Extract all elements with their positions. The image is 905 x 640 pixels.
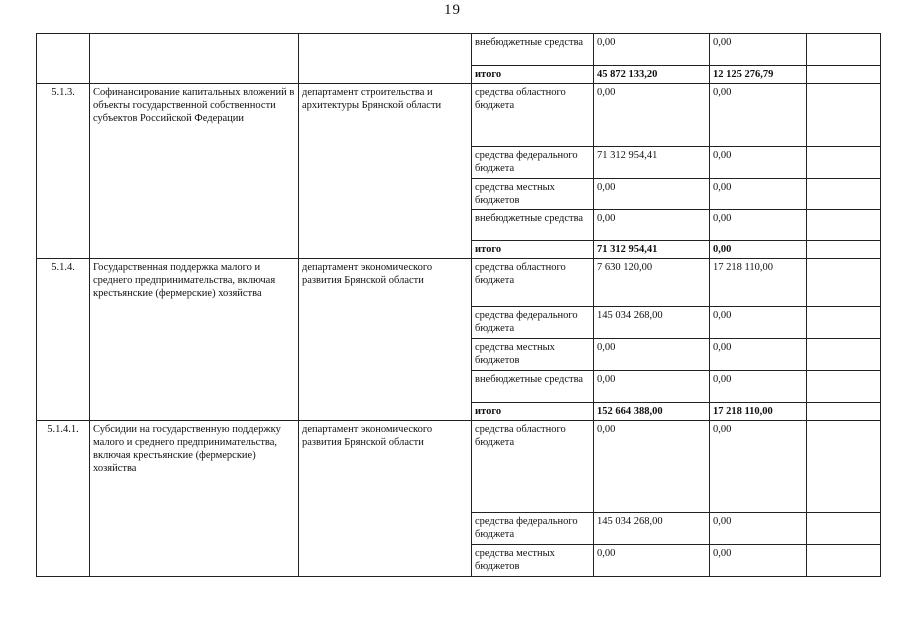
amount-cell: 7 630 120,00 [594, 259, 710, 307]
amount-cell: 71 312 954,41 [594, 241, 710, 259]
amount-cell: 0,00 [710, 84, 807, 147]
amount-cell: 0,00 [710, 339, 807, 371]
amount-cell: 0,00 [594, 545, 710, 577]
amount-cell: 0,00 [710, 34, 807, 66]
funding-source: средства областного бюджета [472, 259, 594, 307]
funding-source: итого [472, 403, 594, 421]
amount-cell: 17 218 110,00 [710, 403, 807, 421]
item-name: Государственная поддержка малого и среднего предпринимательства, включая крестьянские (фермерские) хозяйства [90, 259, 299, 421]
funding-source: итого [472, 66, 594, 84]
amount-cell: 145 034 268,00 [594, 513, 710, 545]
number-cell [37, 34, 90, 84]
amount-cell: 0,00 [594, 371, 710, 403]
funding-source: внебюджетные средства [472, 34, 594, 66]
funding-source: средства областного бюджета [472, 421, 594, 513]
amount-cell: 0,00 [594, 210, 710, 241]
amount-cell: 45 872 133,20 [594, 66, 710, 84]
budget-table [36, 33, 881, 577]
amount-cell: 0,00 [710, 371, 807, 403]
amount-cell: 0,00 [710, 210, 807, 241]
empty-cell [807, 421, 881, 513]
empty-cell [807, 210, 881, 241]
funding-source: средства местных бюджетов [472, 339, 594, 371]
empty-cell [807, 241, 881, 259]
funding-source: средства федерального бюджета [472, 513, 594, 545]
empty-cell [807, 147, 881, 179]
amount-cell: 0,00 [594, 179, 710, 210]
funding-source: внебюджетные средства [472, 371, 594, 403]
empty-cell [807, 179, 881, 210]
empty-cell [807, 545, 881, 577]
amount-cell: 0,00 [594, 421, 710, 513]
amount-cell: 0,00 [710, 307, 807, 339]
amount-cell: 0,00 [710, 513, 807, 545]
amount-cell: 0,00 [710, 241, 807, 259]
item-number: 5.1.4. [37, 259, 90, 421]
name-cell [90, 34, 299, 84]
amount-cell: 0,00 [710, 147, 807, 179]
empty-cell [807, 84, 881, 147]
empty-cell [807, 371, 881, 403]
empty-cell [807, 66, 881, 84]
item-number: 5.1.4.1. [37, 421, 90, 577]
empty-cell [807, 403, 881, 421]
amount-cell: 0,00 [594, 84, 710, 147]
amount-cell: 17 218 110,00 [710, 259, 807, 307]
empty-cell [807, 259, 881, 307]
funding-source: средства местных бюджетов [472, 545, 594, 577]
funding-source: средства местных бюджетов [472, 179, 594, 210]
executor-cell [299, 34, 472, 84]
funding-source: итого [472, 241, 594, 259]
amount-cell: 0,00 [710, 545, 807, 577]
table-row [37, 34, 881, 66]
empty-cell [807, 339, 881, 371]
amount-cell: 12 125 276,79 [710, 66, 807, 84]
table-row [37, 421, 881, 513]
item-number: 5.1.3. [37, 84, 90, 259]
table-row [37, 84, 881, 147]
amount-cell: 145 034 268,00 [594, 307, 710, 339]
empty-cell [807, 34, 881, 66]
funding-source: средства федерального бюджета [472, 147, 594, 179]
funding-source: средства федерального бюджета [472, 307, 594, 339]
funding-source: средства областного бюджета [472, 84, 594, 147]
table-row [37, 259, 881, 307]
amount-cell: 0,00 [710, 179, 807, 210]
amount-cell: 0,00 [594, 339, 710, 371]
amount-cell: 152 664 388,00 [594, 403, 710, 421]
amount-cell: 0,00 [594, 34, 710, 66]
item-executor: департамент экономического развития Брянской области [299, 421, 472, 577]
empty-cell [807, 307, 881, 339]
item-name: Субсидии на государственную поддержку малого и среднего предпринимательства, включая крестьянские (фермерские) хозяйства [90, 421, 299, 577]
amount-cell: 0,00 [710, 421, 807, 513]
item-name: Софинансирование капитальных вложений в объекты государственной собственности субъектов Российской Федерации [90, 84, 299, 259]
funding-source: внебюджетные средства [472, 210, 594, 241]
page-number: 19 [444, 2, 461, 18]
amount-cell: 71 312 954,41 [594, 147, 710, 179]
item-executor: департамент строительства и архитектуры Брянской области [299, 84, 472, 259]
empty-cell [807, 513, 881, 545]
item-executor: департамент экономического развития Брянской области [299, 259, 472, 421]
